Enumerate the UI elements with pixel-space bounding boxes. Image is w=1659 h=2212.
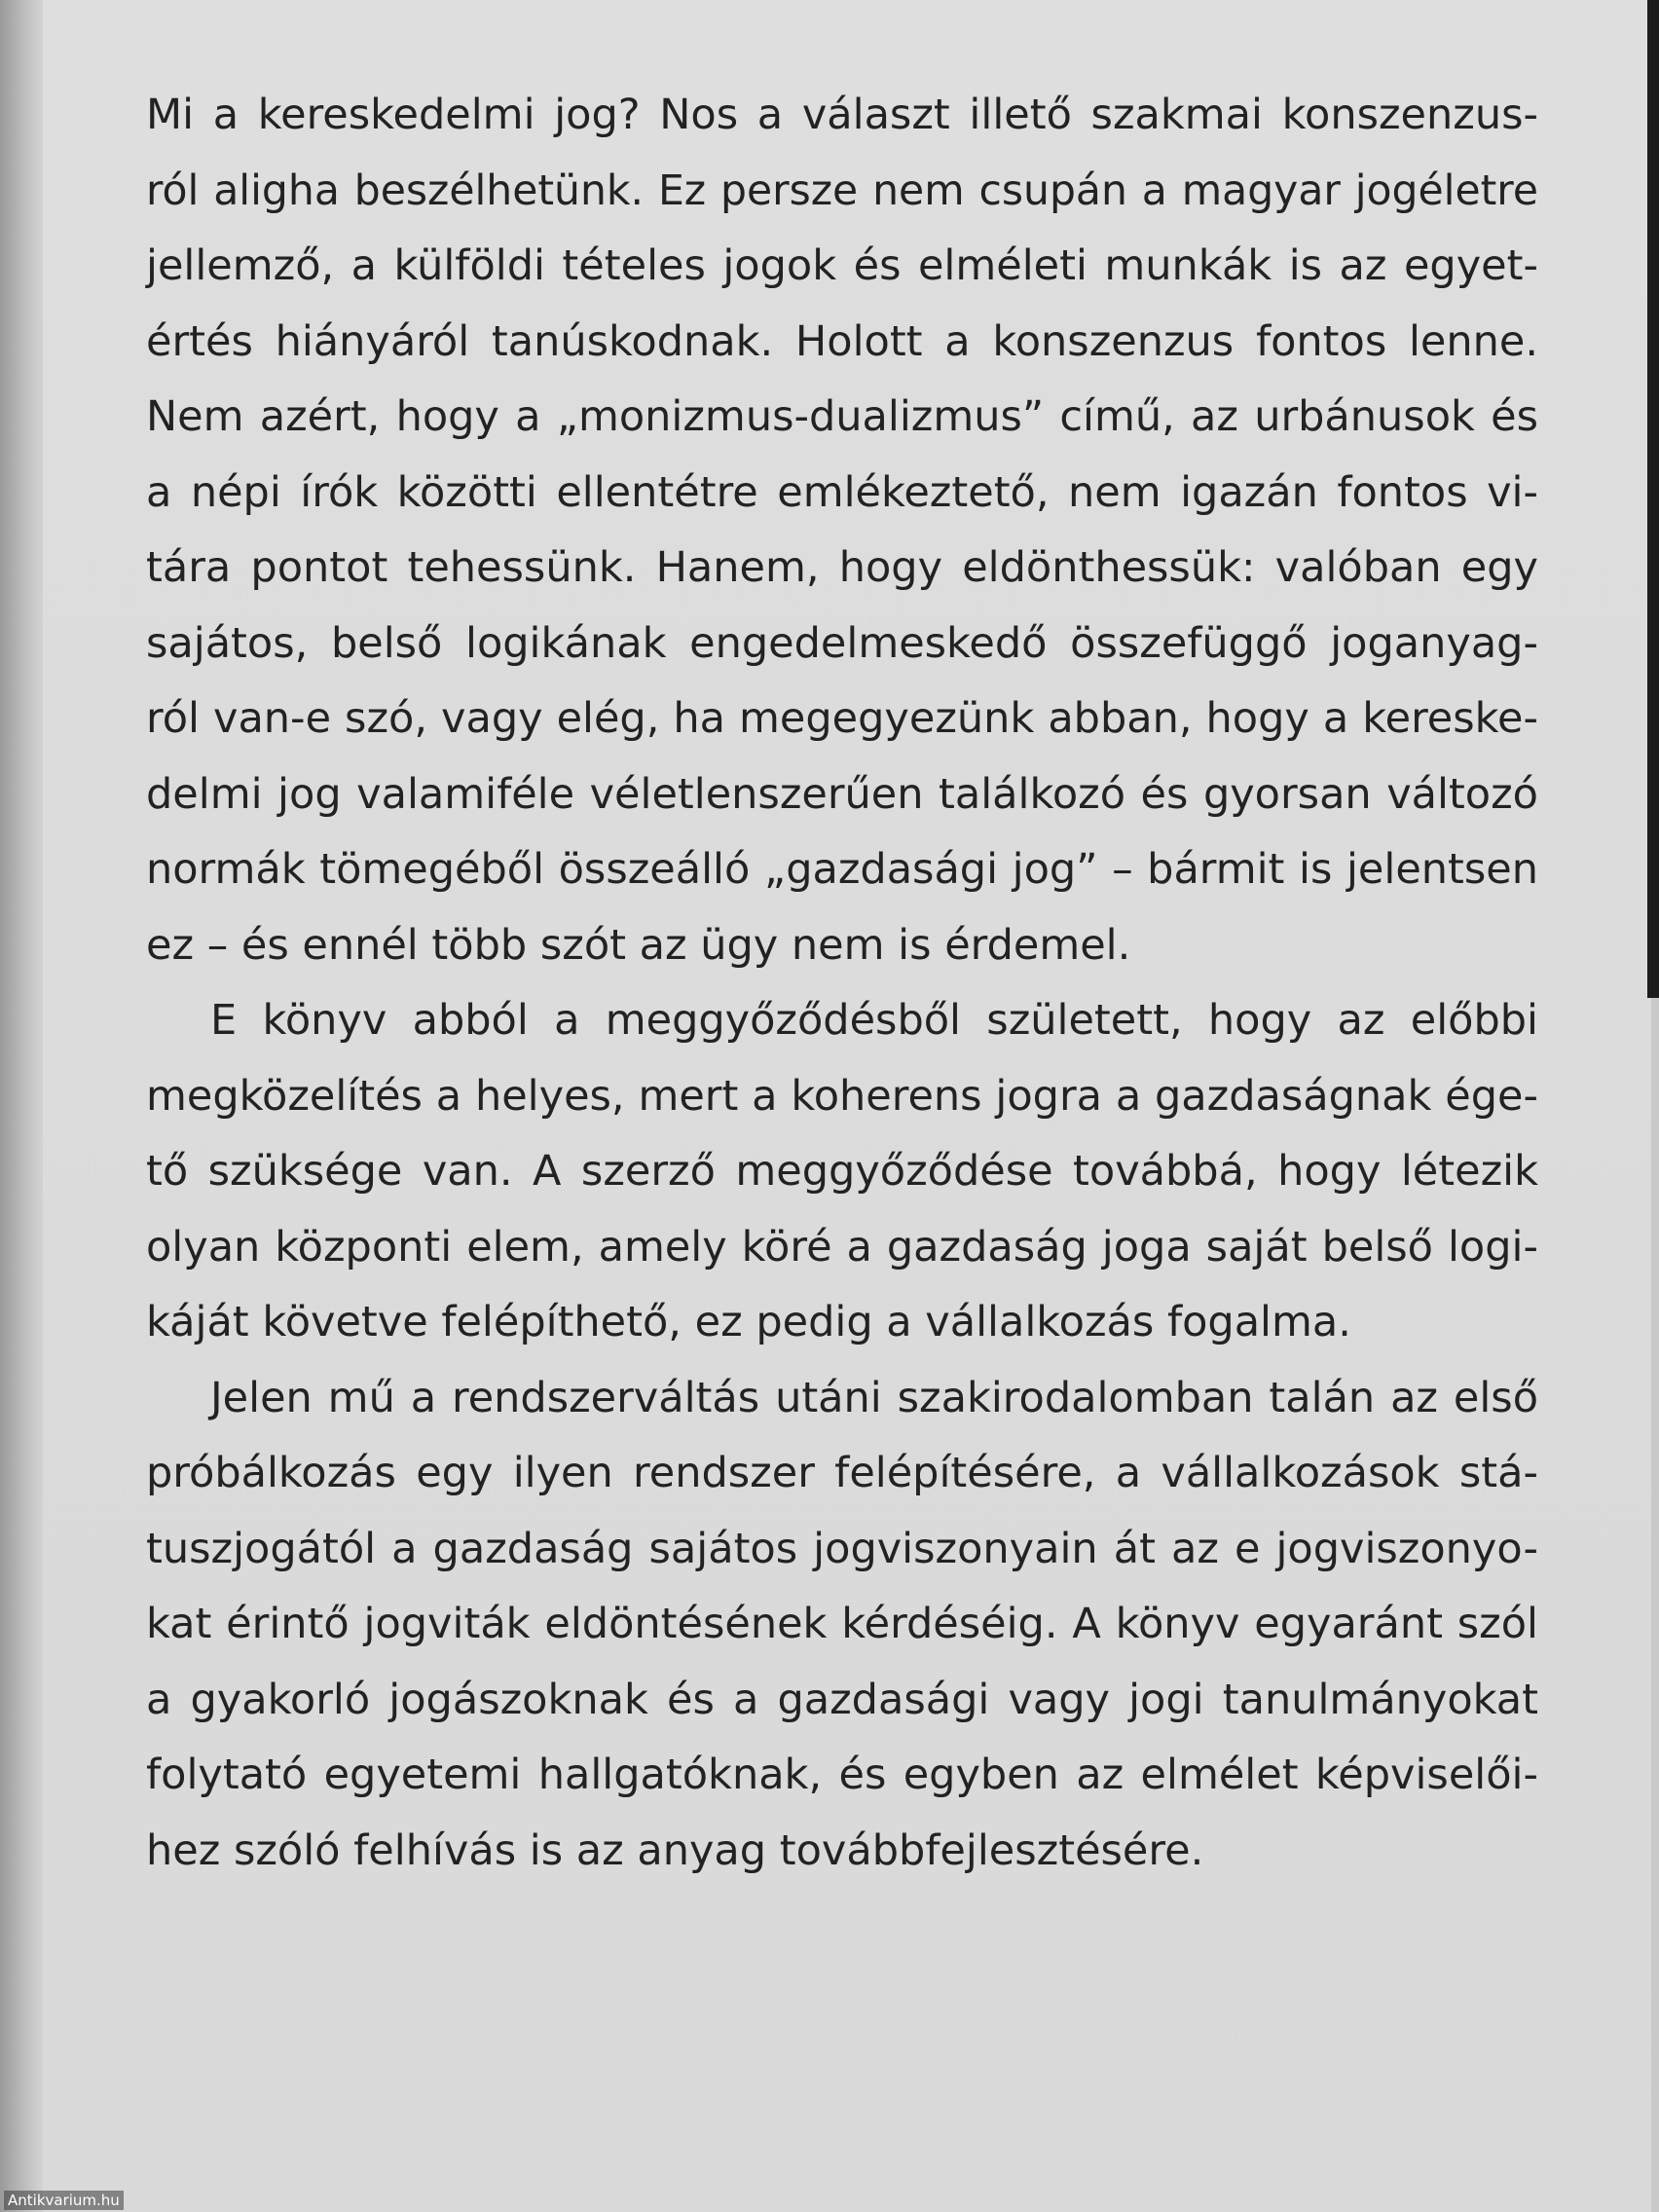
paragraph-2 bbox=[146, 983, 1538, 1361]
text-line: E könyv abból a meggyőződésből született, hogy az előbbi bbox=[210, 996, 1538, 1045]
text-line: próbálkozás egy ilyen rendszer felépítésére, a vállalkozások stá- bbox=[146, 1449, 1538, 1497]
text-line: kat érintő jogviták eldöntésének kérdéséig. A könyv egyaránt szól bbox=[146, 1600, 1538, 1648]
text-line: jellemző, a külföldi tételes jogok és elméleti munkák is az egyet- bbox=[146, 241, 1538, 290]
blurb-text bbox=[146, 78, 1538, 1889]
text-line: normák tömegéből összeálló „gazdasági jog” – bármit is jelentsen bbox=[146, 845, 1538, 894]
text-line: a gyakorló jogászoknak és a gazdasági vagy jogi tanulmányokat bbox=[146, 1675, 1538, 1724]
text-line: ról van-e szó, vagy elég, ha megegyezünk abban, hogy a kereske- bbox=[146, 694, 1538, 743]
cover-edge-light bbox=[1651, 998, 1659, 2212]
text-line: ez – és ennél több szót az ügy nem is érdemel. bbox=[146, 920, 1131, 970]
watermark-label: Antikvarium.hu bbox=[4, 2191, 124, 2210]
text-line: delmi jog valamiféle véletlenszerűen találkozó és gyorsan változó bbox=[146, 769, 1538, 819]
text-line: olyan központi elem, amely köré a gazdaság joga saját belső logi- bbox=[146, 1222, 1538, 1272]
text-line: Mi a kereskedelmi jog? Nos a választ illető szakmai konszenzus- bbox=[146, 91, 1538, 139]
text-line: hez szóló felhívás is az anyag továbbfejlesztésére. bbox=[146, 1825, 1204, 1875]
text-line: a népi írók közötti ellentétre emlékeztető, nem igazán fontos vi- bbox=[146, 467, 1538, 517]
text-line: Jelen mű a rendszerváltás utáni szakirodalomban talán az első bbox=[210, 1373, 1538, 1422]
text-line: megközelítés a helyes, mert a koherens jogra a gazdaságnak ége- bbox=[146, 1071, 1538, 1121]
text-line: tuszjogától a gazdaság sajátos jogviszonyain át az e jogviszonyo- bbox=[146, 1524, 1538, 1573]
text-line: káját követve felépíthető, ez pedig a vállalkozás fogalma. bbox=[146, 1298, 1351, 1346]
text-line: tő szüksége van. A szerző meggyőződése továbbá, hogy létezik bbox=[146, 1147, 1538, 1196]
text-line: Nem azért, hogy a „monizmus-dualizmus” című, az urbánusok és bbox=[146, 392, 1538, 441]
cover-edge-dark bbox=[1647, 0, 1659, 998]
text-line: értés hiányáról tanúskodnak. Holott a konszenzus fontos lenne. bbox=[146, 316, 1538, 366]
text-line: sajátos, belső logikának engedelmeskedő összefüggő joganyag- bbox=[146, 618, 1538, 668]
paragraph-3 bbox=[146, 1361, 1538, 1890]
text-line: folytató egyetemi hallgatóknak, és egyben az elmélet képviselői- bbox=[146, 1751, 1538, 1799]
text-line: tára pontot tehessünk. Hanem, hogy eldönthessük: valóban egy bbox=[146, 543, 1538, 592]
paragraph-1 bbox=[146, 78, 1538, 983]
text-line: ról aligha beszélhetünk. Ez persze nem csupán a magyar jogéletre bbox=[146, 166, 1538, 215]
